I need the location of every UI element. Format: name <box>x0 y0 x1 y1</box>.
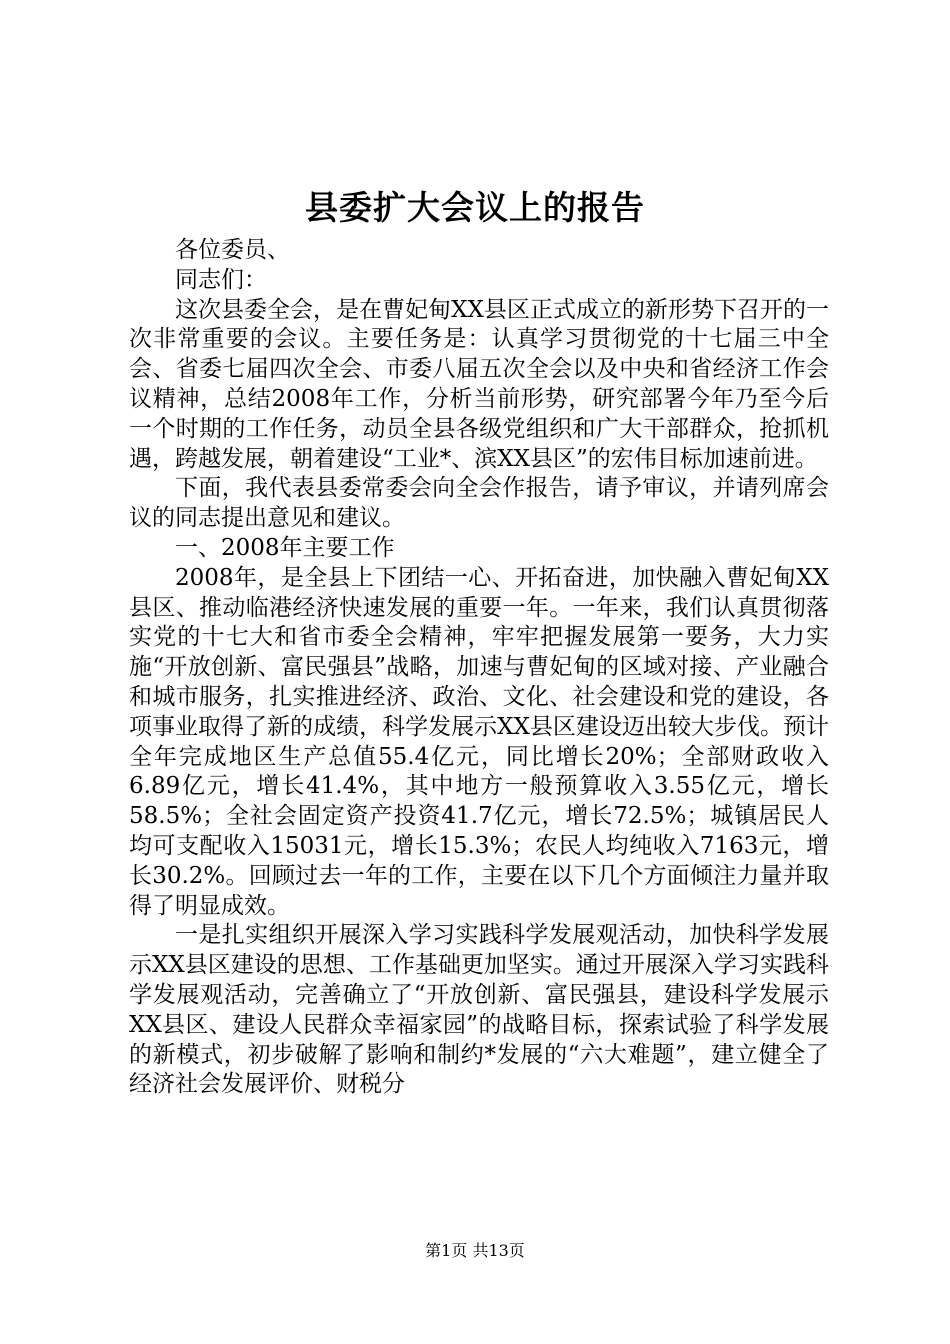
document-title: 县委扩大会议上的报告 <box>305 188 645 227</box>
summary-paragraph: 2008年，是全县上下团结一心、开拓奋进，加快融入曹妃甸XX县区、推动临港经济快速发展的重要一年。一年来，我们认真贯彻落实党的十七大和省市委全会精神，牢牢把握发展第一要务，大力实施“开放创新、富民强县”战略，加速与曹妃甸的区域对接、产业融合和城市服务，扎实推进经济、政治、文化、社会建设和党的建设，各项事业取得了新的成绩，科学发展示XX县区建设迈出较大步伐。预计全年完成地区生产总值55.4亿元，同比增长20%；全部财政收入6.89亿元，增长41.4%，其中地方一般预算收入3.55亿元，增长58.5%；全社会固定资产投资41.7亿元，增长72.5%；城镇居民人均可支配收入15031元，增长15.3%；农民人均纯收入7163元，增长30.2%。回顾过去一年的工作，主要在以下几个方面倾注力量并取得了明显成效。 <box>129 564 829 919</box>
salutation-line-1: 各位委员、 <box>175 237 290 263</box>
page-footer: 第1页 共13页 <box>425 1241 525 1260</box>
report-paragraph: 下面，我代表县委常委会向全会作报告，请予审议，并请列席会议的同志提出意见和建议。 <box>129 475 829 532</box>
point-one-paragraph: 一是扎实组织开展深入学习实践科学发展观活动，加快科学发展示XX县区建设的思想、工作基础更加坚实。通过开展深入学习实践科学发展观活动，完善确立了“开放创新、富民强县，建设科学发展示XX县区、建设人民群众幸福家园”的战略目标，探索试验了科学发展的新模式，初步破解了影响和制约*发展的“六大难题”，建立健全了经济社会发展评价、财税分 <box>129 922 829 1098</box>
section-heading: 一、2008年主要工作 <box>175 534 395 561</box>
salutation-line-2: 同志们： <box>175 266 267 293</box>
document-body <box>129 236 829 1100</box>
intro-paragraph: 这次县委全会，是在曹妃甸XX县区正式成立的新形势下召开的一次非常重要的会议。主要任务是：认真学习贯彻党的十七届三中全会、省委七届四次全会、市委八届五次全会以及中央和省经济工作会议精神，总结2008年工作，分析当前形势，研究部署今年乃至今后一个时期的工作任务，动员全县各级党组织和广大干部群众，抢抓机遇，跨越发展，朝着建设“工业*、滨XX县区”的宏伟目标加速前进。 <box>129 296 829 472</box>
